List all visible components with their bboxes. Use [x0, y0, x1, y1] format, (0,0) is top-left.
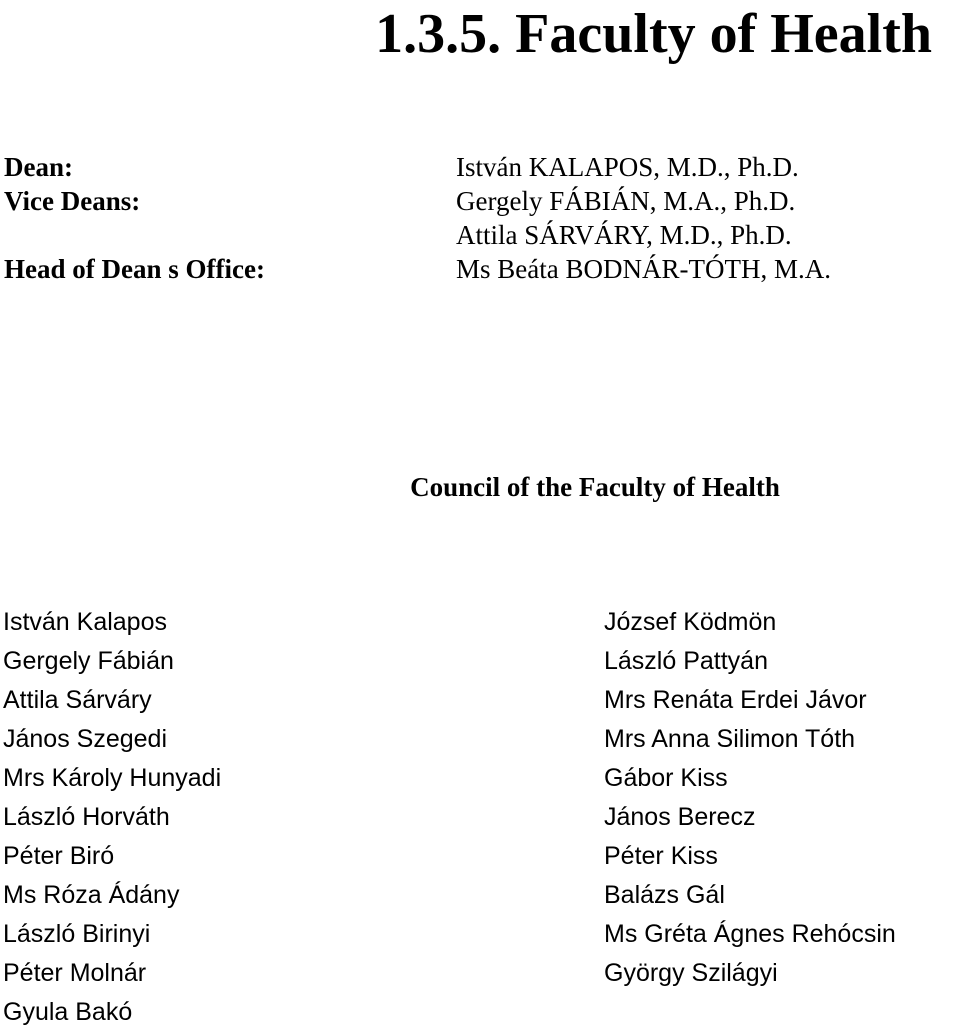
officer-row-vice-dean-2	[4, 218, 944, 252]
officer-name: Ms Beáta BODNÁR-TÓTH, M.A.	[456, 254, 831, 284]
council-left-column	[3, 603, 221, 1032]
council-right-column	[604, 603, 896, 993]
officer-role	[4, 218, 456, 252]
council-member: László Pattyán	[604, 647, 768, 675]
council-member: László Horváth	[3, 803, 170, 831]
page-title: 1.3.5. Faculty of Health	[375, 3, 932, 65]
council-member: Gyula Bakó	[3, 998, 133, 1026]
council-member: Mrs Renáta Erdei Jávor	[604, 686, 867, 714]
council-title: Council of the Faculty of Health	[410, 472, 780, 502]
council-member: Mrs Anna Silimon Tóth	[604, 725, 856, 753]
council-member: János Szegedi	[3, 725, 168, 753]
officer-role: Dean:	[4, 152, 73, 182]
council-member: Péter Kiss	[604, 842, 718, 870]
council-member: Ms Gréta Ágnes Rehócsin	[604, 920, 896, 948]
council-member: János Berecz	[604, 803, 756, 831]
council-member: Ms Róza Ádány	[3, 881, 180, 909]
council-member: Mrs Károly Hunyadi	[3, 764, 222, 792]
council-member: György Szilágyi	[604, 959, 778, 987]
officer-row-head-of-office	[4, 252, 944, 286]
council-member: Péter Molnár	[3, 959, 147, 987]
council-member: Attila Sárváry	[3, 686, 152, 714]
council-member: Gábor Kiss	[604, 764, 728, 792]
officer-name: Gergely FÁBIÁN, M.A., Ph.D.	[456, 186, 796, 216]
officer-name: Attila SÁRVÁRY, M.D., Ph.D.	[456, 220, 792, 250]
officer-name: István KALAPOS, M.D., Ph.D.	[456, 152, 799, 182]
officer-row-dean	[4, 150, 944, 184]
council-member: Gergely Fábián	[3, 647, 174, 675]
officer-row-vice-dean-1	[4, 184, 944, 218]
council-member: Péter Biró	[3, 842, 115, 870]
council-member: Balázs Gál	[604, 881, 725, 909]
officer-role: Head of Dean s Office:	[4, 254, 265, 284]
council-member: József Ködmön	[604, 608, 777, 636]
council-member: László Birinyi	[3, 920, 151, 948]
council-member: István Kalapos	[3, 608, 167, 636]
officers-list	[4, 150, 944, 286]
officer-role: Vice Deans:	[4, 186, 141, 216]
